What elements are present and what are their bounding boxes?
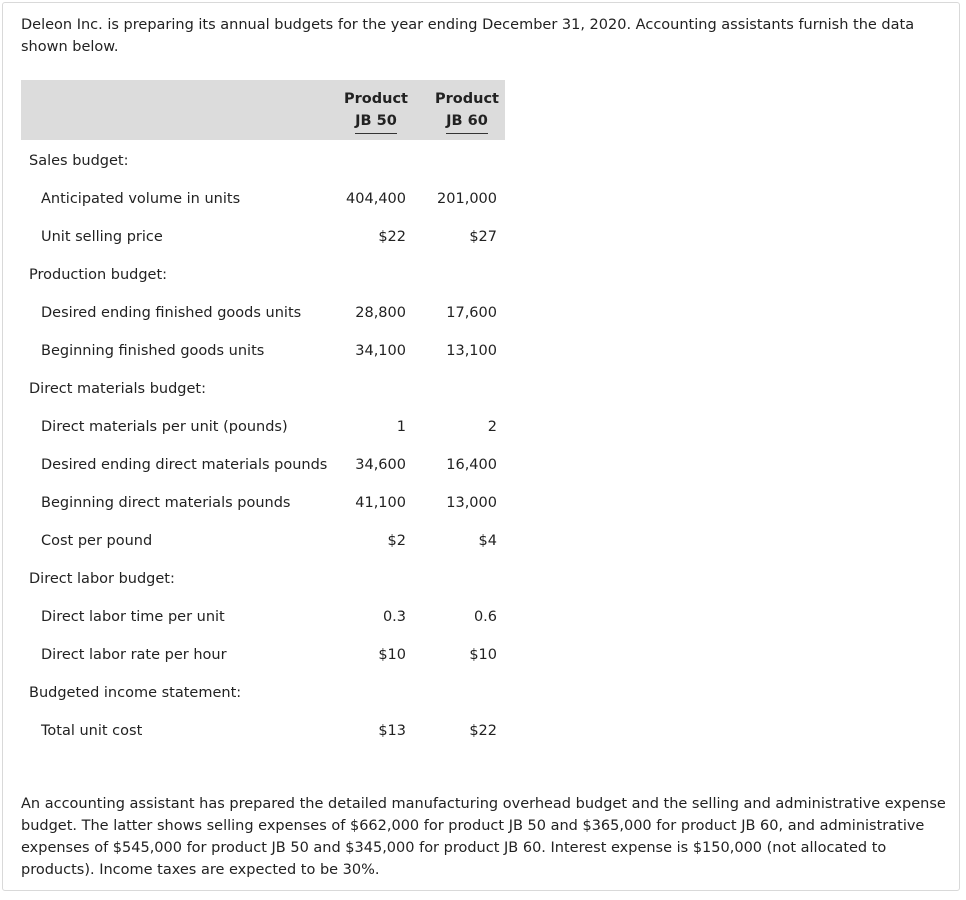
row-label: Direct labor rate per hour <box>41 647 227 663</box>
table-row <box>3 302 523 324</box>
value-jb50: $2 <box>387 533 406 549</box>
value-jb50: 34,600 <box>355 457 406 473</box>
table-row <box>3 340 523 362</box>
value-jb50: 41,100 <box>355 495 406 511</box>
row-label: Direct materials per unit (pounds) <box>41 419 288 435</box>
value-jb50: 1 <box>396 419 406 435</box>
value-jb60: 13,100 <box>446 343 497 359</box>
section-label: Direct materials budget: <box>29 381 207 397</box>
intro-text: Deleon Inc. is preparing its annual budgets for the year ending December 31, 2020. Accounting assistants furnish the data shown below. <box>21 17 915 55</box>
table-row <box>3 188 523 210</box>
value-jb60: 0.6 <box>473 609 497 625</box>
column-header-line1: Product <box>435 91 499 107</box>
value-jb60: $22 <box>469 723 497 739</box>
value-jb50: 34,100 <box>355 343 406 359</box>
outro-text: An accounting assistant has prepared the detailed manufacturing overhead budget and the selling and administrative expense budget. The latter shows selling expenses of $662,000 for product JB 50 and $365,000 for product JB 60, and administrative expenses of $545,000 for product JB 50 and $345,000 for product JB 60. Interest expense is $150,000 (not allocated to products). Income taxes are expected to be 30%. <box>21 796 946 878</box>
value-jb60: 16,400 <box>446 457 497 473</box>
section-label: Direct labor budget: <box>29 571 175 587</box>
row-label: Desired ending direct materials pounds <box>41 457 328 473</box>
row-label: Cost per pound <box>41 533 153 549</box>
value-jb60: 13,000 <box>446 495 497 511</box>
table-section-row <box>3 150 523 172</box>
row-label: Desired ending finished goods units <box>41 305 302 321</box>
value-jb50: 28,800 <box>355 305 406 321</box>
table-row <box>3 720 523 742</box>
table-section-row <box>3 568 523 590</box>
row-label: Unit selling price <box>41 229 163 245</box>
column-header-jb50 <box>333 88 419 134</box>
value-jb50: $22 <box>378 229 406 245</box>
value-jb50: 404,400 <box>346 191 406 207</box>
row-label: Anticipated volume in units <box>41 191 241 207</box>
row-label: Total unit cost <box>41 723 143 739</box>
value-jb50: $10 <box>378 647 406 663</box>
value-jb50: $13 <box>378 723 406 739</box>
section-label: Budgeted income statement: <box>29 685 242 701</box>
value-jb60: 201,000 <box>437 191 497 207</box>
table-row <box>3 454 523 476</box>
value-jb60: $27 <box>469 229 497 245</box>
value-jb60: 2 <box>487 419 497 435</box>
column-header-line2: JB 60 <box>446 110 488 134</box>
row-label: Beginning direct materials pounds <box>41 495 291 511</box>
table-row <box>3 416 523 438</box>
value-jb60: 17,600 <box>446 305 497 321</box>
column-header-line2: JB 50 <box>355 110 397 134</box>
row-label: Direct labor time per unit <box>41 609 225 625</box>
column-header-jb60 <box>424 88 510 134</box>
table-row <box>3 492 523 514</box>
section-label: Sales budget: <box>29 153 129 169</box>
table-row <box>3 606 523 628</box>
table-row <box>3 644 523 666</box>
table-section-row <box>3 264 523 286</box>
value-jb50: 0.3 <box>382 609 406 625</box>
table-row <box>3 226 523 248</box>
value-jb60: $4 <box>478 533 497 549</box>
value-jb60: $10 <box>469 647 497 663</box>
column-header-line1: Product <box>344 91 408 107</box>
problem-card <box>2 2 960 891</box>
table-row <box>3 530 523 552</box>
table-section-row <box>3 682 523 704</box>
row-label: Beginning finished goods units <box>41 343 265 359</box>
table-section-row <box>3 378 523 400</box>
section-label: Production budget: <box>29 267 168 283</box>
